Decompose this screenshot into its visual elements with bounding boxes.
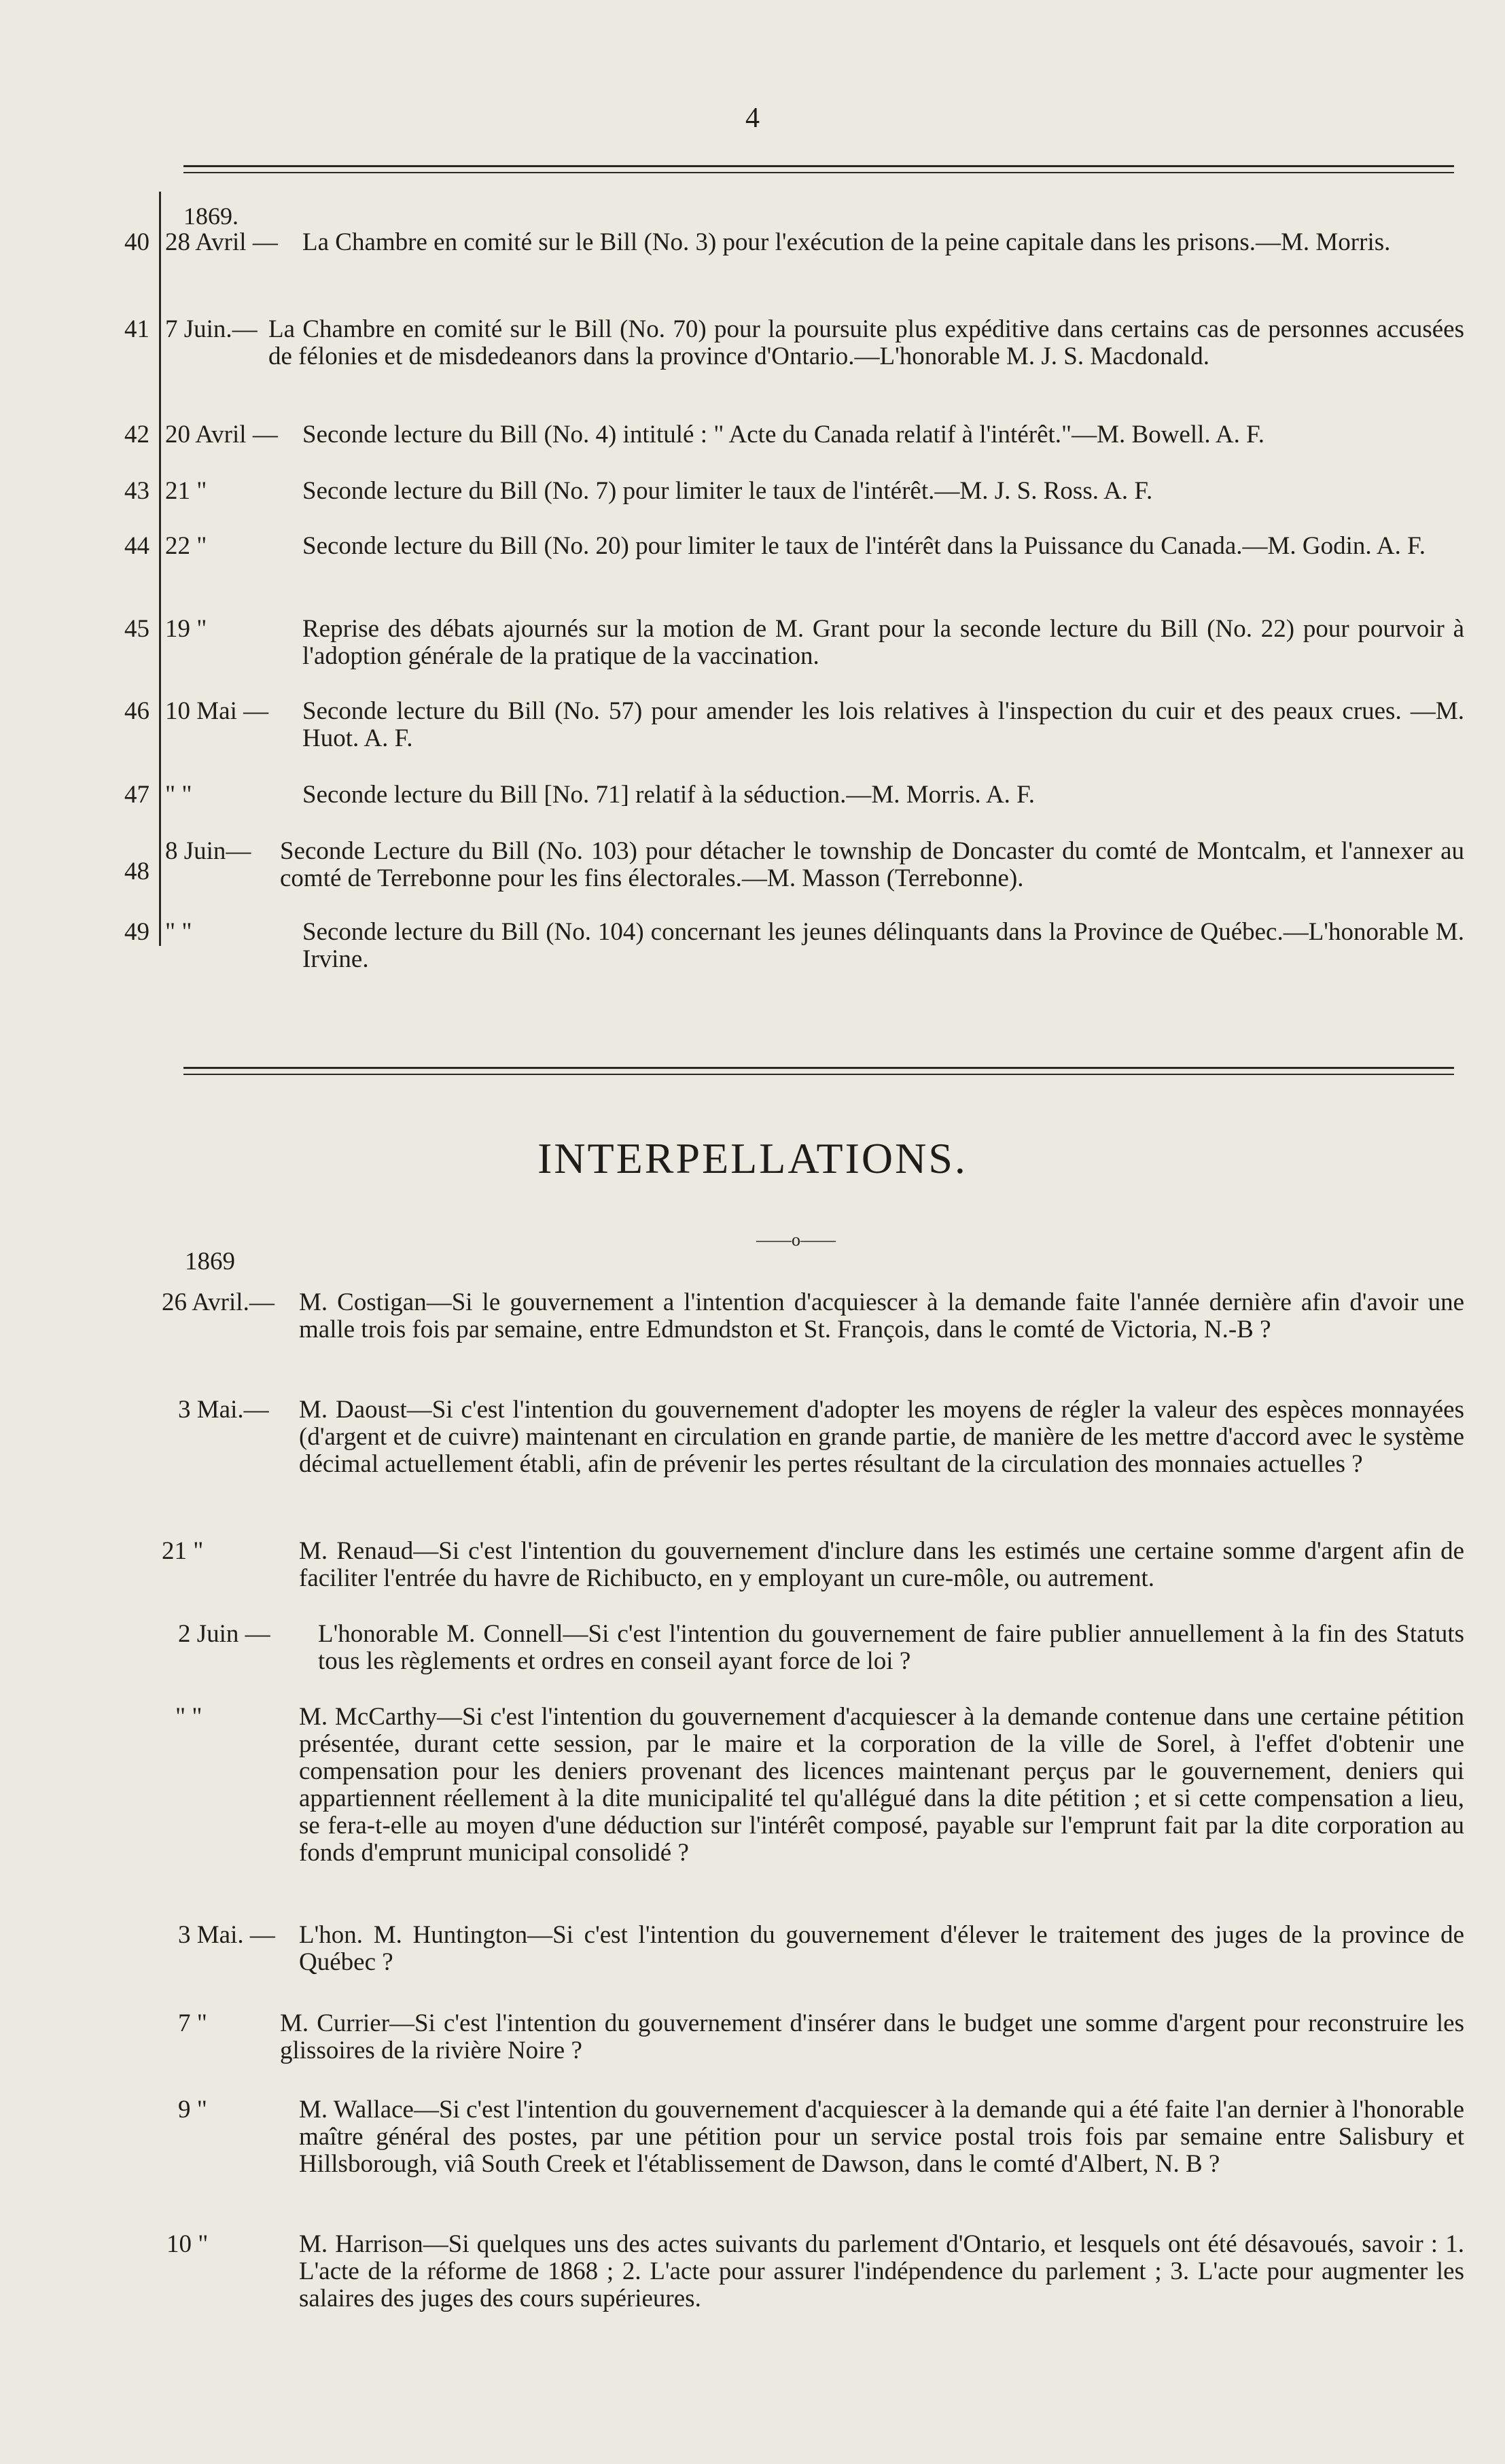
bill-text: Reprise des débats ajournés sur la motion de M. Grant pour la seconde lecture du Bill (No. 22) pour pourvoir à l'adoption générale de la pratique de la vaccination. <box>302 615 1464 670</box>
bill-number: 45 <box>124 615 149 643</box>
bill-date: 8 Juin— <box>165 837 251 865</box>
top-rule-2 <box>183 172 1454 173</box>
bill-number: 49 <box>124 918 149 946</box>
interpellations-year: 1869 <box>185 1248 235 1275</box>
interpellation-date: 10 " <box>166 2230 209 2258</box>
bill-text: Seconde lecture du Bill (No. 20) pour limiter le taux de l'intérêt dans la Puissance du Canada.—M. Godin. A. F. <box>302 532 1426 560</box>
bill-date: 28 Avril — <box>165 228 278 256</box>
bill-date: " " <box>165 918 192 946</box>
interpellation-date: 2 Juin — <box>178 1620 270 1648</box>
bill-text: La Chambre en comité sur le Bill (No. 70) pour la poursuite plus expéditive dans certains cas de personnes accusées de félonies et de misdedeanors dans la province d'Ontario.—L'honorable M. J. S. Macdonald. <box>268 315 1464 370</box>
interpellation-date: 21 " <box>162 1537 204 1565</box>
interpellation-text: M. Harrison—Si quelques uns des actes suivants du parlement d'Ontario, et lesquels ont été désavoués, savoir : 1. L'acte de la réforme de 1868 ; 2. L'acte pour assurer l'indépendence du parlement ; 3. L'acte pour augmenter les salaires des juges des cours supérieures. <box>299 2230 1464 2312</box>
top-rule <box>183 165 1454 167</box>
bill-date: 21 " <box>165 477 207 505</box>
page-number: 4 <box>745 103 760 134</box>
bill-date: 22 " <box>165 532 207 560</box>
interpellation-date: " " <box>175 1703 202 1731</box>
bill-date: 7 Juin.— <box>165 315 258 343</box>
section-rule-2 <box>183 1074 1454 1075</box>
bill-number: 43 <box>124 477 149 505</box>
bill-number: 41 <box>124 315 149 343</box>
interpellation-text: M. McCarthy—Si c'est l'intention du gouvernement d'acquiescer à la demande contenue dans une certaine pétition présentée, durant cette session, par le maire et la corporation de la ville de Sorel, à l'effet d'obtenir une compensation pour les deniers provenant des licences maintenant perçus par le gouvernement, deniers qui appartiennent réellement à la dite municipalité tel qu'allégué dans la dite pétition ; et si cette compensation a lieu, se fera-t-elle au moyen d'une déduction sur l'intérêt composé, payable sur l'emprunt fait par la dite corporation au fonds d'emprunt municipal consolidé ? <box>299 1703 1464 1867</box>
bill-text: Seconde lecture du Bill (No. 104) concernant les jeunes délinquants dans la Province de Québec.—L'honorable M. Irvine. <box>302 918 1464 973</box>
bill-date: 10 Mai — <box>165 697 269 725</box>
bill-date: 20 Avril — <box>165 421 278 448</box>
bill-number: 40 <box>124 228 149 256</box>
bill-number-column-rule <box>159 192 161 946</box>
bill-text: Seconde lecture du Bill (No. 57) pour amender les lois relatives à l'inspection du cuir et des peaux crues. —M. Huot. A. F. <box>302 697 1464 752</box>
interpellation-text: M. Wallace—Si c'est l'intention du gouvernement d'acquiescer à la demande qui a été faite l'an dernier à l'honorable maître général des postes, par une pétition pour un service postal trois fois par semaine entre Salisbury et Hillsborough, viâ South Creek et l'établissement de Dawson, dans le comté d'Albert, N. B ? <box>299 2096 1464 2178</box>
bills-year: 1869. <box>183 203 238 230</box>
bill-number: 47 <box>124 781 149 809</box>
bill-text: Seconde lecture du Bill (No. 4) intitulé : " Acte du Canada relatif à l'intérêt."—M. Bowell. A. F. <box>302 421 1264 448</box>
heading-divider: ——o—— <box>756 1230 836 1250</box>
bill-number: 46 <box>124 697 149 725</box>
interpellation-text: M. Renaud—Si c'est l'intention du gouvernement d'inclure dans les estimés une certaine somme d'argent afin de faciliter l'entrée du havre de Richibucto, en y employant un cure-môle, ou autrement. <box>299 1537 1464 1592</box>
interpellation-date: 3 Mai. — <box>178 1921 275 1949</box>
interpellation-date: 3 Mai.— <box>178 1396 269 1424</box>
bill-date: " " <box>165 781 192 809</box>
bill-text: Seconde Lecture du Bill (No. 103) pour détacher le township de Doncaster du comté de Montcalm, et l'annexer au comté de Terrebonne pour les fins électorales.—M. Masson (Terrebonne). <box>280 837 1464 892</box>
interpellation-text: M. Currier—Si c'est l'intention du gouvernement d'insérer dans le budget une somme d'argent pour reconstruire les glissoires de la rivière Noire ? <box>280 2009 1464 2064</box>
bill-text: Seconde lecture du Bill [No. 71] relatif à la séduction.—M. Morris. A. F. <box>302 781 1035 809</box>
interpellation-date: 9 " <box>178 2096 207 2124</box>
bill-number: 42 <box>124 421 149 448</box>
section-heading: INTERPELLATIONS. <box>537 1134 968 1182</box>
interpellation-text: L'hon. M. Huntington—Si c'est l'intention du gouvernement d'élever le traitement des juges de la province de Québec ? <box>299 1921 1464 1976</box>
interpellation-text: L'honorable M. Connell—Si c'est l'intention du gouvernement de faire publier annuellement à la fin des Statuts tous les règlements et ordres en conseil ayant force de loi ? <box>318 1620 1464 1675</box>
bill-number: 48 <box>124 858 149 885</box>
bill-text: La Chambre en comité sur le Bill (No. 3) pour l'exécution de la peine capitale dans les prisons.—M. Morris. <box>302 228 1391 256</box>
section-rule <box>183 1067 1454 1069</box>
interpellation-date: 7 " <box>178 2009 207 2037</box>
bill-text: Seconde lecture du Bill (No. 7) pour limiter le taux de l'intérêt.—M. J. S. Ross. A. F. <box>302 477 1153 505</box>
interpellation-date: 26 Avril.— <box>162 1288 275 1316</box>
interpellation-text: M. Costigan—Si le gouvernement a l'intention d'acquiescer à la demande faite l'année dernière afin d'avoir une malle trois fois par semaine, entre Edmundston et St. François, dans le comté de Victoria, N.-B ? <box>299 1288 1464 1343</box>
bill-number: 44 <box>124 532 149 560</box>
bill-date: 19 " <box>165 615 207 643</box>
interpellation-text: M. Daoust—Si c'est l'intention du gouvernement d'adopter les moyens de régler la valeur des espèces monnayées (d'argent et de cuivre) maintenant en circulation en grande partie, de manière de les mettre d'accord avec le système décimal actuellement établi, afin de prévenir les pertes résultant de la circulation des monnaies actuelles ? <box>299 1396 1464 1478</box>
